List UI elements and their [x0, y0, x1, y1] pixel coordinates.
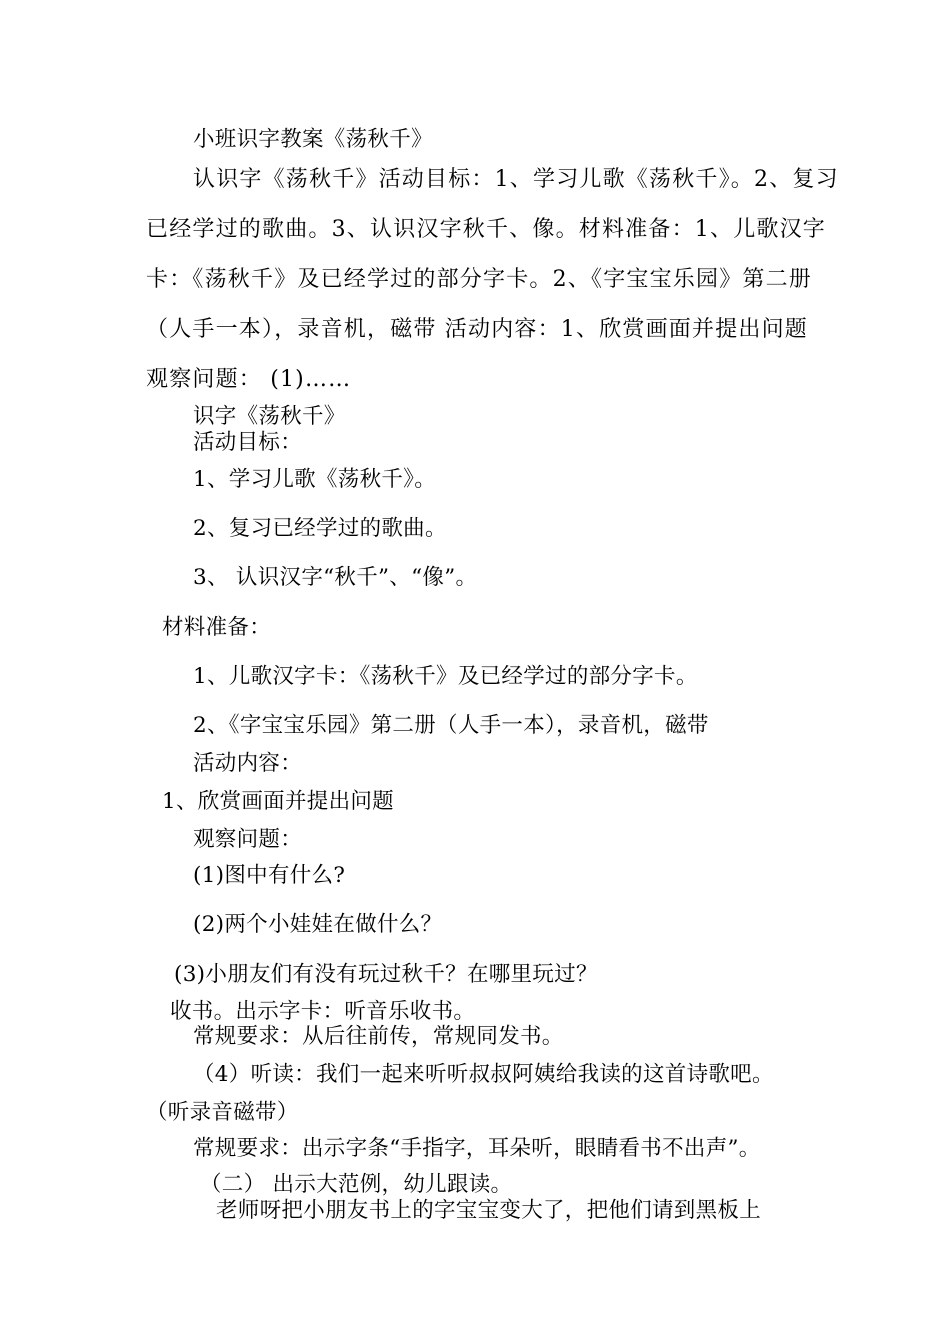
intro-line: 观察问题： (1)……: [146, 367, 352, 392]
body-line: （4）听读：我们一起来听听叔叔阿姨给我读的这首诗歌吧。: [193, 1062, 774, 1087]
body-line: 常规要求：从后往前传，常规同发书。: [193, 1024, 564, 1049]
body-line: 常规要求：出示字条“手指字，耳朵听，眼睛看书不出声”。: [193, 1136, 761, 1161]
body-line: 识字《荡秋千》: [193, 404, 346, 429]
body-line: 3、 认识汉字“秋千”、“像”。: [193, 565, 478, 590]
intro-line: 卡：《荡秋千》及已经学过的部分字卡。2、《字宝宝乐园》第二册: [146, 267, 812, 292]
body-line: 2、复习已经学过的歌曲。: [193, 516, 447, 541]
body-line: 收书。出示字卡：听音乐收书。: [170, 999, 476, 1024]
body-line: (1)图中有什么?: [193, 863, 346, 888]
body-line: (3)小朋友们有没有玩过秋千？在哪里玩过？: [174, 962, 598, 987]
intro-line: 认识字《荡秋千》活动目标：1、学习儿歌《荡秋千》。2、复习: [193, 167, 839, 192]
body-line: （听录音磁带）: [146, 1100, 299, 1125]
body-line: 1、儿歌汉字卡：《荡秋千》及已经学过的部分字卡。: [193, 664, 698, 689]
body-line: 1、学习儿歌《荡秋千》。: [193, 467, 437, 492]
body-line: 1、欣赏画面并提出问题: [162, 789, 394, 814]
body-line: (2)两个小娃娃在做什么？: [193, 912, 443, 937]
intro-line: （人手一本），录音机，磁带 活动内容：1、欣赏画面并提出问题: [146, 317, 808, 342]
body-line: 材料准备：: [162, 615, 272, 640]
body-line: （二） 出示大范例，幼儿跟读。: [200, 1172, 513, 1197]
body-line: 活动内容：: [193, 751, 303, 776]
intro-line: 已经学过的歌曲。3、认识汉字秋千、像。材料准备：1、儿歌汉字: [146, 217, 826, 242]
body-line: 观察问题：: [193, 827, 303, 852]
document-title: 小班识字教案《荡秋千》: [193, 127, 433, 152]
body-line: 老师呀把小朋友书上的字宝宝变大了，把他们请到黑板上: [216, 1198, 762, 1223]
body-line: 2、《字宝宝乐园》第二册（人手一本），录音机，磁带: [193, 713, 709, 738]
body-line: 活动目标：: [193, 430, 303, 455]
